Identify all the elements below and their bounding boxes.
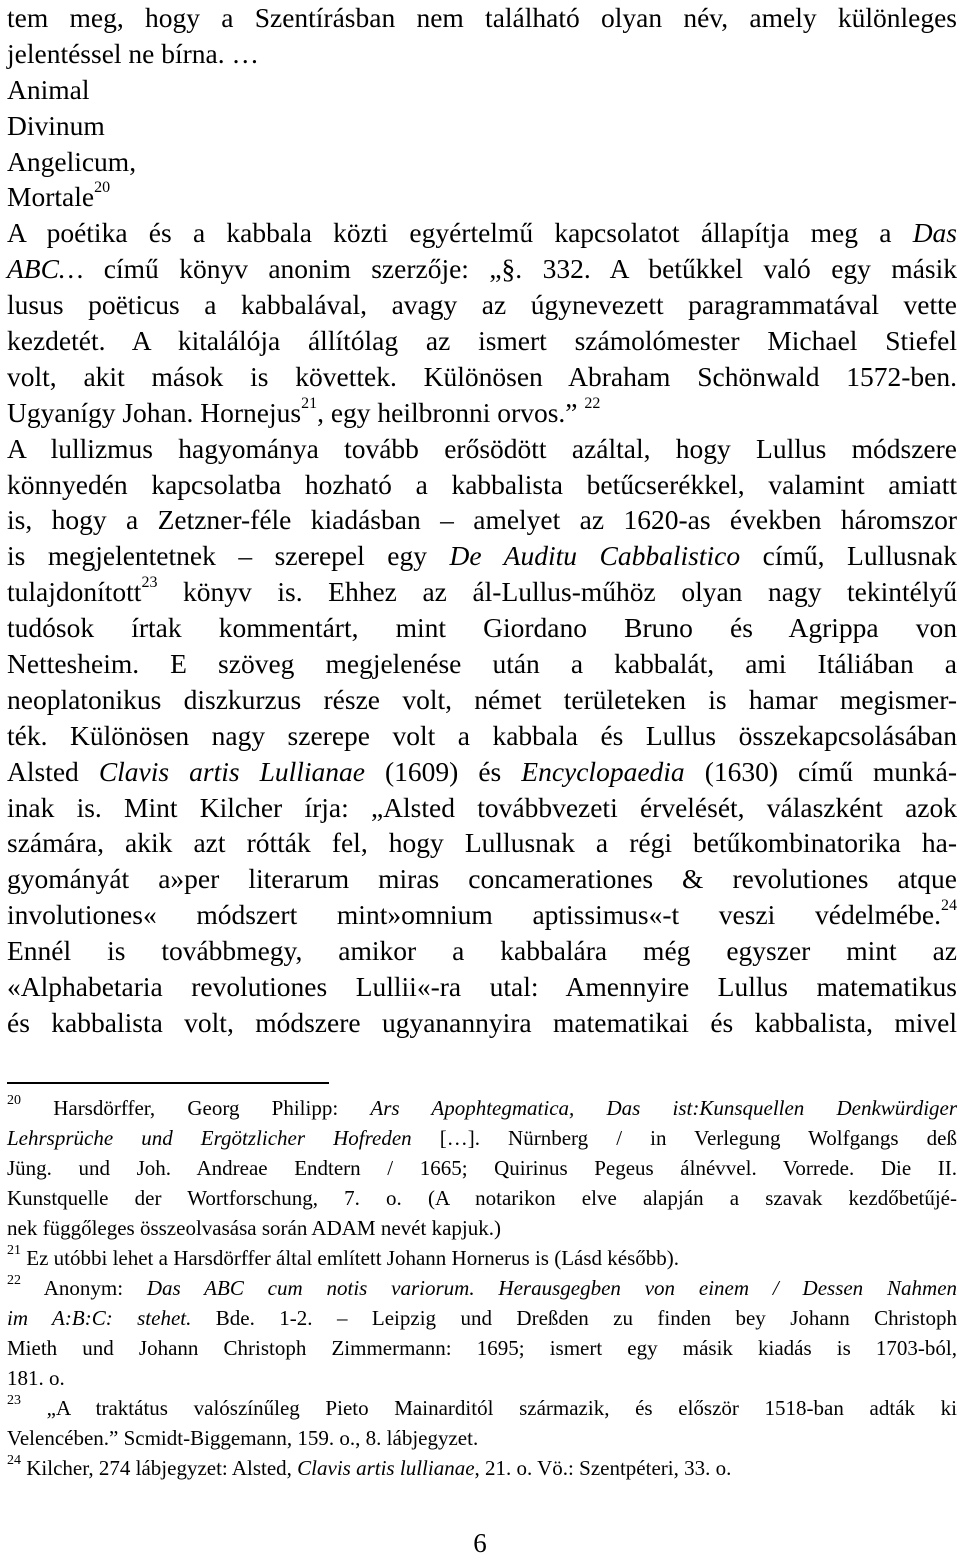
footnote-24: $^{24}$ Kilcher, 274 lábjegyzet: Alsted, Clavis artis lullianae, 21. o. Vö.: Szentpéteri, 33. o.: [7, 1453, 732, 1480]
text-line: számára, akik azt rótták fel, hogy Lullusnak a régi betűkombinatorika ha-: [7, 827, 957, 859]
text-line: könnyedén kapcsolatba hozható a kabbalista betűcserékkel, valamint amiatt: [7, 468, 957, 500]
footnote-20: $^{20}$ Harsdörffer, Georg Philipp: Ars Apophtegmatica, Das ist:Kunsquellen Denkwürdiger: [7, 1093, 958, 1120]
text-line: gyományát a»per literarum miras concamerationes & revolutiones atque: [7, 863, 957, 895]
text-line: Alsted Clavis artis Lullianae (1609) és Encyclopaedia (1630) című munká-: [7, 755, 958, 787]
text-line: tulajdonított$^{23}$ könyv is. Ehhez az ál-Lullus-műhöz olyan nagy tekintélyű: [7, 574, 958, 608]
text-line: Mortale$^{20}$: [7, 179, 111, 213]
footnote-ref-21: 21: [301, 394, 318, 412]
footnote-line: Lehrsprüche und Ergötzlicher Hofreden […]. Nürnberg / in Verlegung Wolfgangs deß: [7, 1126, 958, 1150]
footnote-line: Jüng. und Joh. Andreae Endtern / 1665; Quirinus Pegeus álnévvel. Vorrede. Die II.: [7, 1156, 957, 1180]
text-line: involutiones« módszert mint»omnium aptissimus«-t veszi védelmébe.$^{24}$: [7, 897, 957, 931]
text-line: tudósok írtak kommentárt, mint Giordano Bruno és Agrippa von: [7, 612, 957, 644]
text-line: «Alphabetaria revolutiones Lullii«-ra utal: Amennyire Lullus matematikus: [7, 971, 957, 1003]
text-line: Nettesheim. E szöveg megjelenése után a kabbalát, ami Itáliában a: [7, 648, 957, 680]
footnote-ref-20: 20: [94, 179, 111, 197]
text-line: Ennél is továbbmegy, amikor a kabbalára még egyszer mint az: [7, 935, 957, 967]
footnote-line: Mieth und Johann Christoph Zimmermann: 1695; ismert egy másik kiadás is 1703-ból,: [7, 1336, 957, 1360]
main-text: [7, 0, 957, 1041]
footnote-line: im A:B:C: stehet. Bde. 1-2. – Leipzig und Dreßden zu finden bey Johann Christoph: [7, 1306, 957, 1330]
text-line: volt, akit mások is követtek. Különösen Abraham Schönwald 1572-ben.: [7, 360, 957, 392]
text-line: inak is. Mint Kilcher írja: „Alsted továbbvezeti érvelését, válaszként azok: [7, 791, 957, 823]
footnote-ref-23: 23: [141, 574, 158, 592]
text-line: neoplatonikus diszkurzus része volt, német területeken is hamar megismer-: [7, 683, 957, 715]
footnote-separator: [7, 1082, 329, 1084]
text-line: ték. Különösen nagy szerepe volt a kabbala és Lullus összekapcsolásában: [7, 719, 957, 751]
footnote-line: Kunstquelle der Wortforschung, 7. o. (A notarikon elve alapján a szavak kezdőbetűjé-: [7, 1186, 957, 1210]
footnotes: [7, 1093, 957, 1483]
footnote-21: $^{21}$ Ez utóbbi lehet a Harsdörffer által említett Johann Hornerus is (Lásd később).: [7, 1243, 680, 1270]
text-line: Angelicum,: [7, 145, 137, 177]
text-line: kezdetét. A kitalálója állítólag az ismert számolómester Michael Stiefel: [7, 325, 957, 357]
text-line: Ugyanígy Johan. Hornejus$^{21}$, egy heilbronni orvos.” $^{22}$: [7, 394, 601, 428]
text-line: lusus poëticus a kabbalával, avagy az úgynevezett paragrammatával vette: [7, 289, 957, 321]
footnote-line: nek függőleges összeolvasása során ADAM nevét kapjuk.): [7, 1216, 501, 1240]
text-line: A poétika és a kabbala közti egyértelmű kapcsolatot állapítja meg a Das: [7, 217, 957, 249]
text-line: és kabbalista volt, módszere ugyanannyira matematikai és kabbalista, mivel: [7, 1006, 957, 1038]
text-line: is megjelentetnek – szerepel egy De Auditu Cabbalistico című, Lullusnak: [7, 540, 958, 572]
footnote-23: $^{23}$ „A traktátus valószínűleg Pieto Mainarditól származik, és először 1518-ban adták ki: [7, 1393, 958, 1420]
text-line: jelentéssel ne bírna. …: [7, 37, 259, 69]
text-line: tem meg, hogy a Szentírásban nem található olyan név, amely különleges: [7, 2, 957, 33]
text-line: A lullizmus hagyománya tovább erősödött azáltal, hogy Lullus módszere: [7, 432, 957, 464]
text-line: Animal: [7, 73, 90, 105]
footnote-ref-22: 22: [584, 394, 601, 412]
text-line: ABC… című könyv anonim szerzője: „§. 332. A betűkkel való egy másik: [7, 253, 957, 285]
text-line: Divinum: [7, 109, 105, 141]
page-number: 6: [473, 1528, 487, 1558]
text-line: is, hogy a Zetzner-féle kiadásban – amelyet az 1620-as években háromszor: [7, 504, 957, 536]
footnote-ref-24: 24: [941, 897, 957, 915]
footnote-line: 181. o.: [7, 1366, 65, 1390]
footnote-line: Velencében.” Scmidt-Biggemann, 159. o., 8. lábjegyzet.: [7, 1426, 479, 1450]
footnote-22: $^{22}$ Anonym: Das ABC cum notis variorum. Herausgegben von einem / Dessen Nahmen: [7, 1273, 958, 1300]
